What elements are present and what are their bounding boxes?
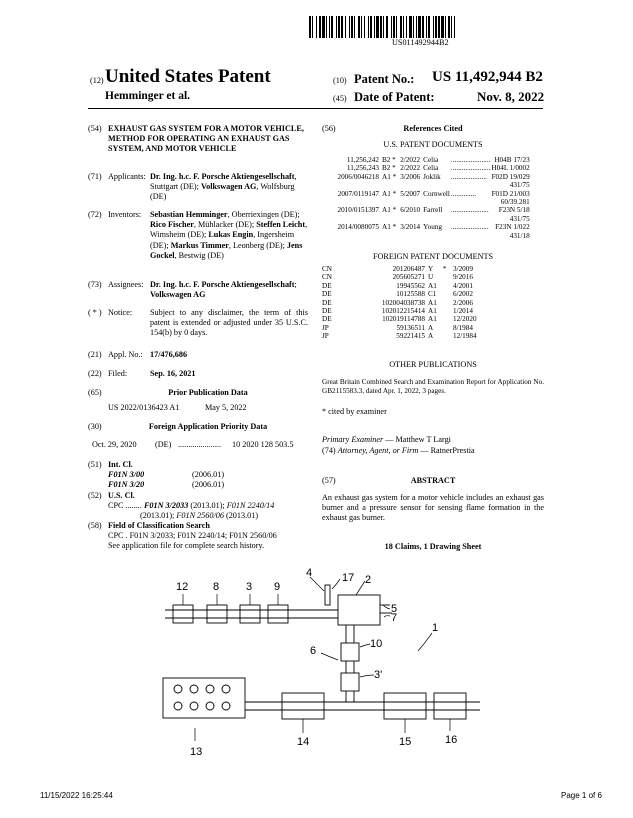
attorney-code: (74) [322,446,336,455]
foreign-doc-date: 1/2014 [453,307,473,316]
us-doc-dots: ...................... [450,156,491,164]
us-doc-num: 2007/0119147 [337,189,379,198]
foreign-doc-star [440,299,449,307]
foreign-doc-num: 102012215414 [381,307,425,316]
notice-label: Notice: [108,308,133,317]
component-15-box [384,693,426,719]
foreign-doc-kind: A1 [428,281,437,290]
label-15: 15 [399,736,412,748]
inventors-label: Inventors: [108,210,142,219]
foreign-doc-row [322,273,477,281]
foreign-doc-date: 9/2016 [453,273,473,282]
us-doc-cls2: 431/18 [509,231,530,240]
us-doc-date: 2/2022 [400,164,421,173]
field-72-code: (72) [88,210,102,219]
us-doc-num: 11,256,242 [346,156,379,164]
us-docs [327,156,530,240]
page-indicator: Page 1 of 6 [561,791,602,800]
authors: Hemminger et al. [105,90,191,102]
inventors-text: Sebastian Hemminger, Oberriexingen (DE); Rico Fischer, Mühlacker (DE); Steffen Leicht, Wimsheim (DE); Lukas Engin, Ingersheim (DE); Markus Timmer, Leonberg (DE); Jens Gockel, Bestwig (DE) [150,210,308,260]
foreign-doc-row [322,282,477,290]
attorney [322,446,475,456]
int-cl-label: Int. Cl. [108,460,133,469]
foreign-doc-num: 10125588 [396,290,425,299]
field-21-code: (21) [88,350,102,359]
other-publications-text: Great Britain Combined Search and Examination Report for Application No. GB2115583.3, dated Apr. 1, 2022, 3 pages. [322,378,544,395]
us-doc-name: Joklik [423,172,441,181]
document-title: United States Patent [105,66,271,87]
us-doc-num: 2006/0046218 [337,172,379,181]
us-doc-cls2: 431/75 [509,214,530,223]
cpc-label: CPC ........ [108,501,142,510]
search-field-cpc: CPC . F01N 3/2033; F01N 2240/14; F01N 2560/06 [108,531,277,540]
component-12-box [173,605,193,623]
foreign-doc-star [440,290,449,298]
us-doc-date: 5/2007 [400,189,421,198]
foreign-doc-cc: DE [322,307,332,316]
foreign-doc-kind: A1 [428,315,437,324]
us-doc-num: 11,256,243 [346,164,379,173]
foreign-doc-cc: DE [322,290,332,299]
foreign-doc-kind: A1 [428,298,437,307]
field-51-code: (51) [88,460,102,469]
cpc-main: F01N 3/2033 [143,501,189,510]
patent-no-label: Patent No.: [354,72,415,86]
barcode-number: US011492944B2 [392,38,449,47]
int-cl-0: F01N 3/00 [108,470,145,479]
foreign-doc-num: 102019114788 [382,315,425,324]
us-doc-name: Celia [423,156,439,164]
search-field-label: Field of Classification Search [108,521,210,530]
us-doc-row [327,164,530,172]
priority-dots: ..................... [178,440,221,449]
foreign-doc-date: 6/2002 [453,290,473,299]
field-71-code: (71) [88,172,102,181]
cpc-version-1: (2013.01); [190,501,225,510]
foreign-doc-row [322,324,477,332]
us-doc-cls: F23N 1/022 [495,223,530,232]
foreign-doc-row [322,290,477,298]
notice-code: ( * ) [88,308,102,317]
foreign-doc-star [440,282,449,290]
us-doc-row-cont [327,198,530,206]
us-doc-kind: B2 * [382,164,396,173]
us-doc-name: Cornwell [423,189,450,198]
field-52-code: (52) [88,491,102,500]
label-10: 10 [370,638,383,650]
cpc-version-3: (2013.01) [225,511,259,521]
us-doc-cls: F02D 19/029 [491,172,530,181]
assignees-text: Dr. Ing. h.c. F. Porsche Aktiengesellschaft; Volkswagen AG [150,280,297,300]
foreign-doc-star [440,315,449,323]
search-history: See application file for complete search history. [108,541,265,550]
filed-label: Filed: [108,369,128,378]
label-8: 8 [213,581,220,593]
us-doc-date: 3/2006 [400,172,421,181]
engine-13-box [163,678,245,718]
abstract-text: An exhaust gas system for a motor vehicle includes an exhaust gas burner and a pressure sensor for sensing flame formation in the exhaust gas burner. [322,493,544,523]
prior-pub-date: May 5, 2022 [205,403,247,412]
foreign-doc-cc: DE [322,281,332,290]
cpc-version-2: (2013.01); [140,511,175,521]
us-doc-dots: .................... [450,172,487,181]
foreign-doc-kind: A [428,332,434,341]
header-rule [88,108,543,109]
us-doc-row-cont [327,215,530,223]
foreign-doc-star [440,324,449,332]
us-doc-cls: H04B 17/23 [494,156,530,164]
references-heading: References Cited [403,124,463,133]
examiner-label: Primary Examiner [322,435,384,444]
appl-no-label: Appl. No.: [108,350,143,359]
foreign-priority-heading: Foreign Application Priority Data [148,422,268,431]
us-cl-label: U.S. Cl. [108,491,135,500]
appl-no-value: 17/476,686 [150,350,188,359]
filed-value: Sep. 16, 2021 [150,369,196,378]
us-docs-table [327,156,530,240]
foreign-doc-date: 12/1984 [453,332,477,341]
barcode [309,16,552,38]
us-doc-dots: ..................... [450,206,489,215]
foreign-doc-row [322,299,477,307]
label-2: 2 [365,574,372,586]
attorney-name: — RatnerPrestia [420,446,475,455]
attorney-label: Attorney, Agent, or Firm [337,446,419,455]
primary-examiner [322,435,451,445]
foreign-doc-num: 102004038738 [381,298,425,307]
label-5: 5 [391,603,398,615]
field-30-code: (30) [88,422,102,431]
cpc-class-3: F01N 2560/06 [176,511,224,521]
foreign-doc-cc: CN [322,273,332,282]
claims-summary: 18 Claims, 1 Drawing Sheet [384,542,482,551]
us-doc-num: 2010/0151397 [337,206,379,215]
foreign-doc-date: 12/2020 [453,315,477,324]
date-code: (45) [333,94,347,103]
foreign-doc-cc: JP [322,323,329,332]
label-17: 17 [342,572,355,584]
us-doc-date: 3/2014 [400,223,421,232]
assignees-label: Assignees: [108,280,144,289]
field-56-code: (56) [322,124,336,133]
field-65-code: (65) [88,388,102,397]
patent-no-code: (10) [333,76,347,85]
foreign-doc-kind: U [428,273,434,282]
foreign-doc-star [440,273,449,281]
priority-date: Oct. 29, 2020 [92,440,137,449]
field-58-code: (58) [88,521,102,530]
us-doc-dots: ..................... [450,223,489,232]
int-cl-1: F01N 3/20 [108,480,145,489]
cpc-class-2: F01N 2240/14 [226,501,275,510]
foreign-doc-cc: DE [322,298,332,307]
component-3prime-box [341,673,359,691]
us-doc-row [327,190,530,198]
field-73-code: (73) [88,280,102,289]
foreign-doc-num: 59136511 [396,323,425,332]
us-doc-kind: A1 * [382,223,397,232]
us-doc-date: 6/2010 [400,206,421,215]
prior-pub-number: US 2022/0136423 A1 [108,403,180,412]
component-8-box [207,605,227,623]
foreign-doc-num: 19945562 [396,281,425,290]
field-22-code: (22) [88,369,102,378]
us-doc-row [327,206,530,214]
foreign-doc-date: 8/1984 [453,323,473,332]
us-doc-kind: A1 * [382,189,397,198]
foreign-docs [322,265,477,341]
us-doc-kind: A1 * [382,172,397,181]
us-doc-cls: F01D 21/003 [491,189,530,198]
foreign-doc-row [322,307,477,315]
component-2-box [338,595,380,625]
us-doc-row-cont [327,232,530,240]
foreign-doc-kind: C1 [428,290,437,299]
foreign-doc-row [322,332,477,340]
date-label: Date of Patent: [354,90,435,104]
foreign-doc-star [440,332,449,340]
us-doc-dots: ...................... [450,164,491,173]
cited-by-examiner: * cited by examiner [322,407,387,416]
field-54-code: (54) [88,124,102,133]
us-docs-heading: U.S. PATENT DOCUMENTS [383,140,483,149]
foreign-doc-star: * [442,265,447,273]
us-doc-row-cont [327,181,530,189]
print-timestamp: 11/15/2022 16:25:44 [40,791,113,800]
label-12: 12 [176,581,189,593]
foreign-doc-cc: CN [322,265,332,273]
us-doc-cls: F23N 5/18 [498,206,530,215]
component-10-box [341,643,359,661]
component-3-box [240,605,260,623]
us-doc-kind: B2 * [382,156,396,164]
us-doc-cls2: 431/75 [509,181,530,190]
component-16-box [434,693,466,719]
prior-publication-heading: Prior Publication Data [168,388,248,397]
us-doc-name: Farrell [423,206,443,215]
other-publications-heading: OTHER PUBLICATIONS [389,360,477,369]
label-16: 16 [445,734,458,746]
foreign-doc-date: 2/2006 [453,298,473,307]
label-9: 9 [274,581,281,593]
label-13: 13 [190,746,203,758]
label-7: 7 [391,612,398,624]
label-14: 14 [297,736,310,748]
date-of-patent: Nov. 8, 2022 [477,89,545,104]
foreign-doc-kind: Y [428,265,434,273]
label-1: 1 [432,622,439,634]
us-doc-cls2: 60/39.281 [500,198,530,207]
foreign-doc-cc: DE [322,315,332,324]
label-3prime: 3' [374,669,383,681]
examiner-name: — Matthew T Largi [385,435,451,444]
label-3: 3 [246,581,253,593]
component-14-box [282,693,324,719]
patent-drawing [160,565,480,765]
us-doc-name: Celia [423,164,439,173]
us-doc-dots: .............. [450,189,477,198]
component-17-box [325,585,330,605]
label-4: 4 [306,567,313,579]
priority-country: (DE) [155,440,172,449]
us-doc-cls: H04L 1/0002 [491,164,530,173]
foreign-doc-date: 3/2009 [453,265,473,273]
foreign-doc-num: 201206487 [392,265,425,273]
foreign-docs-heading: FOREIGN PATENT DOCUMENTS [372,252,494,261]
foreign-doc-kind: A [428,323,434,332]
foreign-doc-star [440,307,449,315]
component-9-box [268,605,288,623]
invention-title: EXHAUST GAS SYSTEM FOR A MOTOR VEHICLE, METHOD FOR OPERATING AN EXHAUST GAS SYSTEM, AND MOTOR VEHICLE [108,124,304,154]
applicants-text: Dr. Ing. h.c. F. Porsche Aktiengesellschaft, Stuttgart (DE); Volkswagen AG, Wolfsburg (DE) [150,172,297,202]
us-doc-name: Young [423,223,443,232]
us-doc-row [327,156,530,164]
foreign-docs-table [322,265,477,341]
us-doc-num: 2014/0080075 [337,223,379,232]
applicants-label: Applicants: [108,172,146,181]
priority-number: 10 2020 128 503.5 [232,440,294,449]
foreign-doc-row [322,315,477,323]
foreign-doc-cc: JP [322,332,329,341]
foreign-doc-kind: A1 [428,307,437,316]
notice-text: Subject to any disclaimer, the term of this patent is extended or adjusted under 35 U.S.C. 154(b) by 0 days. [150,308,308,338]
us-doc-row [327,223,530,231]
foreign-doc-num: 205605271 [392,273,425,282]
us-doc-kind: A1 * [382,206,397,215]
us-doc-row [327,173,530,181]
patent-number: US 11,492,944 B2 [432,69,543,85]
foreign-doc-date: 4/2001 [453,281,473,290]
abstract-code: (57) [322,476,336,485]
int-cl-ver-1: (2006.01) [192,480,225,489]
barcode-bar [455,16,458,38]
kind-code-12: (12) [90,76,104,85]
us-doc-date: 2/2022 [400,156,421,164]
foreign-doc-num: 59221415 [396,332,425,341]
abstract-heading: ABSTRACT [410,476,456,485]
cpc-text [108,501,308,521]
foreign-doc-row [322,265,477,273]
label-6: 6 [310,645,317,657]
int-cl-ver-0: (2006.01) [192,470,225,479]
